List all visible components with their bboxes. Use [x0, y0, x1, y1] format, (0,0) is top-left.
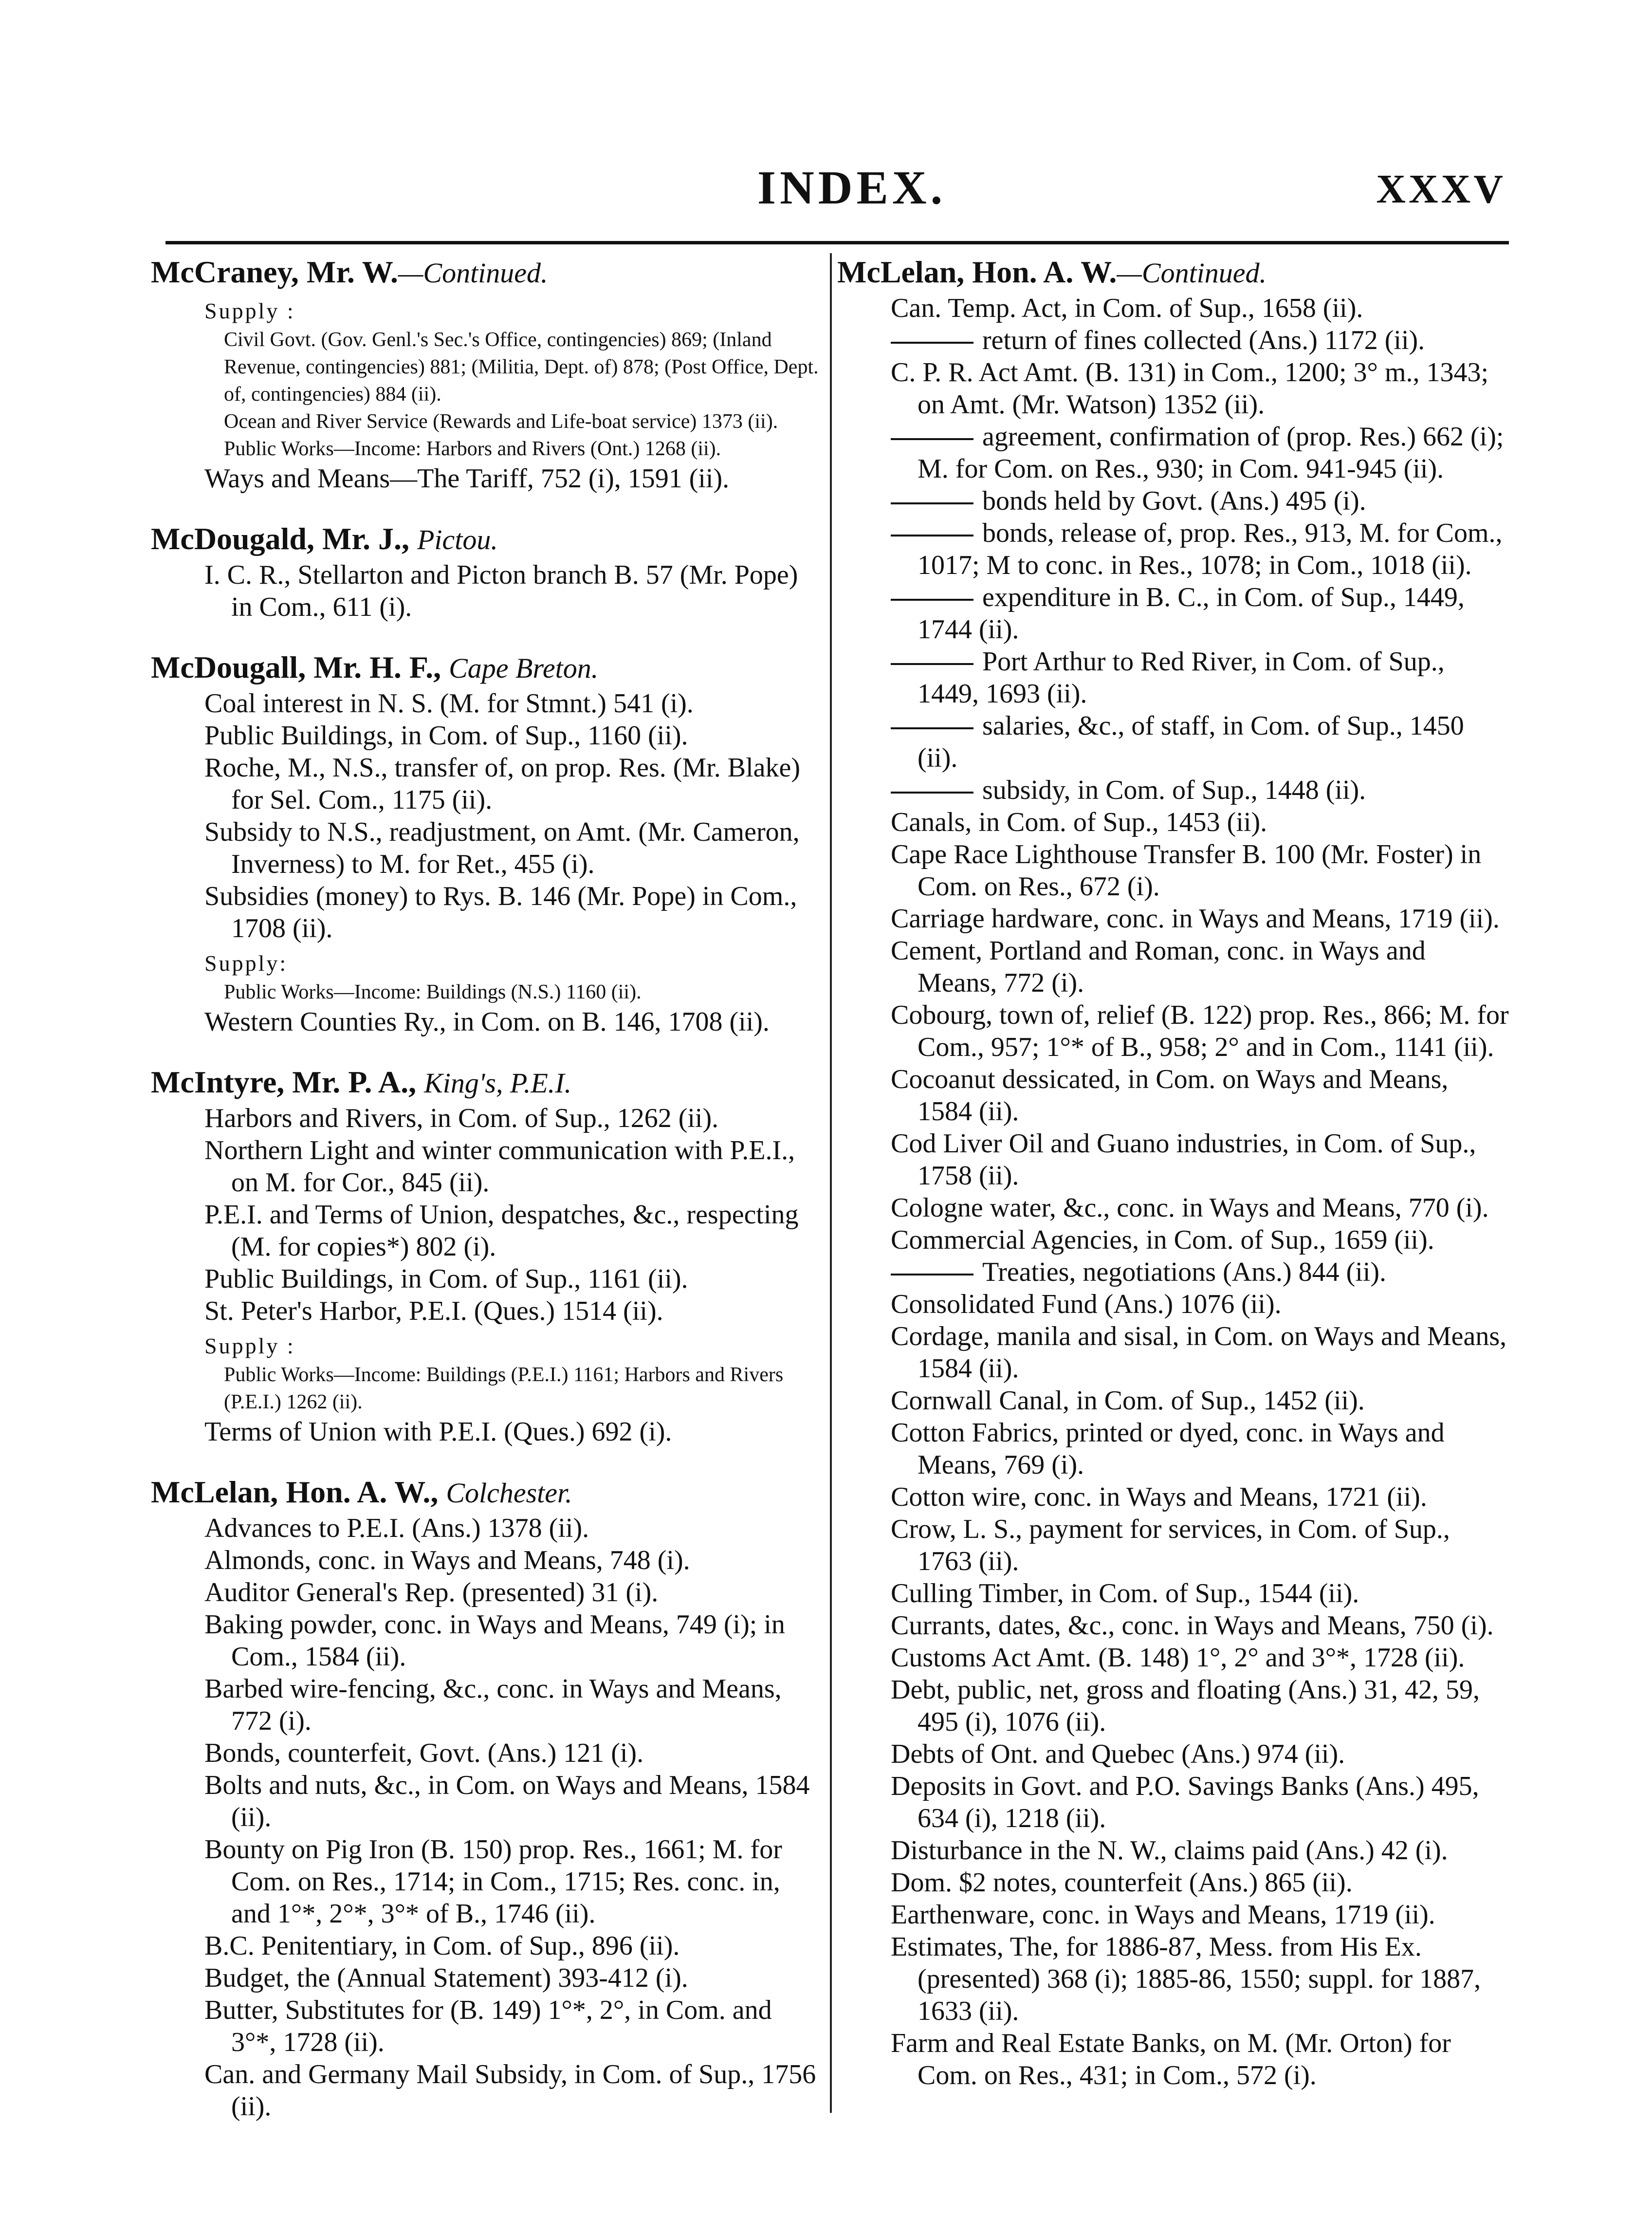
- index-entry: [891, 999, 1509, 1063]
- index-entry: [891, 324, 1509, 356]
- index-entry-text: Cordage, manila and sisal, in Com. on Ways and Means, 1584 (ii).: [891, 1321, 1507, 1384]
- index-block-mcintyre: [151, 1063, 823, 1448]
- index-entry: [891, 838, 1509, 903]
- index-entry-text: Cement, Portland and Roman, conc. in Ways and Means, 772 (i).: [891, 936, 1426, 998]
- supply-entry: Public Works—Income: Harbors and Rivers (Ont.) 1268 (ii).: [224, 438, 721, 460]
- right-entry-list: [837, 292, 1509, 2091]
- index-entry-text: bonds, release of, prop. Res., 913, M. for Com., 1017; M to conc. in Res., 1078; in Com., 1018 (ii).: [918, 518, 1503, 580]
- index-entry-text: Currants, dates, &c., conc. in Ways and Means, 750 (i).: [891, 1610, 1494, 1641]
- index-entry: [891, 292, 1509, 324]
- ditto-dash: [891, 599, 973, 601]
- index-entry: [891, 806, 1509, 838]
- index-entry: [891, 485, 1509, 517]
- index-entry: [891, 421, 1509, 485]
- index-entry: Subsidies (money) to Rys. B. 146 (Mr. Pope) in Com., 1708 (ii).: [204, 881, 797, 943]
- index-entry: Auditor General's Rep. (presented) 31 (i).: [204, 1577, 659, 1608]
- ditto-dash: [891, 342, 973, 344]
- index-entry: Advances to P.E.I. (Ans.) 1378 (ii).: [204, 1513, 589, 1543]
- left-column: [151, 253, 823, 2148]
- supply-label: Supply :: [204, 298, 295, 323]
- ditto-dash: [891, 663, 973, 665]
- index-entry: [891, 1320, 1509, 1385]
- page-header: [0, 161, 1652, 219]
- page-number: XXXV: [1376, 166, 1506, 212]
- index-entry: [891, 1642, 1509, 1674]
- index-block-mcdougald: [151, 520, 823, 623]
- ditto-dash: [891, 792, 973, 794]
- index-entry: [891, 1481, 1509, 1513]
- ditto-dash: [891, 535, 973, 536]
- index-entry: Roche, M., N.S., transfer of, on prop. Res. (Mr. Blake) for Sel. Com., 1175 (ii).: [204, 753, 801, 815]
- index-entry: [891, 646, 1509, 710]
- index-entry: Ways and Means—The Tariff, 752 (i), 1591 (ii).: [204, 463, 730, 494]
- index-entry-text: Cotton Fabrics, printed or dyed, conc. in Ways and Means, 769 (i).: [891, 1418, 1445, 1480]
- index-entry: [891, 1063, 1509, 1127]
- index-entry: Barbed wire-fencing, &c., conc. in Ways and Means, 772 (i).: [204, 1674, 782, 1736]
- index-block-mcdougall: [151, 648, 823, 1038]
- index-entry: Coal interest in N. S. (M. for Stmnt.) 541 (i).: [204, 688, 694, 719]
- index-entry-text: return of fines collected (Ans.) 1172 (ii).: [982, 325, 1425, 355]
- index-entry: Harbors and Rivers, in Com. of Sup., 1262 (ii).: [204, 1103, 719, 1133]
- ditto-dash: [891, 727, 973, 729]
- index-entry-text: Port Arthur to Red River, in Com. of Sup., 1449, 1693 (ii).: [918, 647, 1445, 709]
- index-entry-text: Cobourg, town of, relief (B. 122) prop. Res., 866; M. for Com., 957; 1°* of B., 958; 2° and in Com., 1141 (ii).: [891, 1000, 1509, 1062]
- ditto-dash: [891, 1274, 973, 1275]
- index-entry-text: Cocoanut dessicated, in Com. on Ways and Means, 1584 (ii).: [891, 1064, 1449, 1127]
- index-entry-text: Carriage hardware, conc. in Ways and Means, 1719 (ii).: [891, 904, 1500, 934]
- index-entry: [891, 935, 1509, 999]
- index-entry: [891, 1127, 1509, 1192]
- index-entry-text: Earthenware, conc. in Ways and Means, 1719 (ii).: [891, 1900, 1435, 1930]
- right-column: [837, 253, 1509, 2091]
- index-entry: Terms of Union with P.E.I. (Ques.) 692 (i).: [204, 1417, 672, 1447]
- index-heading: McDougald, Mr. J., Pictou.: [151, 521, 498, 556]
- index-entry-text: Cod Liver Oil and Guano industries, in Com. of Sup., 1758 (ii).: [891, 1128, 1476, 1191]
- index-entry: [891, 1192, 1509, 1224]
- index-entry-text: Treaties, negotiations (Ans.) 844 (ii).: [982, 1257, 1387, 1287]
- index-entry-text: Dom. $2 notes, counterfeit (Ans.) 865 (ii).: [891, 1867, 1353, 1898]
- ditto-dash: [891, 502, 973, 504]
- index-entry: Public Buildings, in Com. of Sup., 1161 (ii).: [204, 1264, 688, 1294]
- index-block-mccraney: [151, 253, 823, 495]
- index-entry-text: salaries, &c., of staff, in Com. of Sup., 1450 (ii).: [918, 711, 1464, 773]
- index-entry-text: Cotton wire, conc. in Ways and Means, 1721 (ii).: [891, 1482, 1427, 1512]
- index-entry: Bolts and nuts, &c., in Com. on Ways and Means, 1584 (ii).: [204, 1770, 810, 1832]
- index-entry-text: Can. Temp. Act, in Com. of Sup., 1658 (ii).: [891, 293, 1363, 323]
- index-entry-text: Cape Race Lighthouse Transfer B. 100 (Mr. Foster) in Com. on Res., 672 (i).: [891, 839, 1482, 902]
- index-heading: McLelan, Hon. A. W., Colchester.: [151, 1475, 572, 1509]
- index-entry: Bonds, counterfeit, Govt. (Ans.) 121 (i).: [204, 1738, 644, 1768]
- index-entry: [891, 1899, 1509, 1931]
- index-entry: [891, 1224, 1509, 1256]
- index-entry: [891, 2027, 1509, 2091]
- index-entry-text: Canals, in Com. of Sup., 1453 (ii).: [891, 807, 1267, 837]
- index-entry-text: Crow, L. S., payment for services, in Com. of Sup., 1763 (ii).: [891, 1514, 1450, 1576]
- index-entry-text: Estimates, The, for 1886-87, Mess. from His Ex. (presented) 368 (i); 1885-86, 1550; suppl. for 1887, 1633 (ii).: [891, 1932, 1481, 2026]
- index-entry: [891, 581, 1509, 646]
- index-entry: St. Peter's Harbor, P.E.I. (Ques.) 1514 (ii).: [204, 1296, 663, 1326]
- index-entry: [891, 903, 1509, 935]
- index-entry-text: Cologne water, &c., conc. in Ways and Means, 770 (i).: [891, 1193, 1489, 1223]
- index-entry: B.C. Penitentiary, in Com. of Sup., 896 (ii).: [204, 1931, 680, 1961]
- index-entry-text: Cornwall Canal, in Com. of Sup., 1452 (ii).: [891, 1386, 1365, 1416]
- index-entry: [891, 1834, 1509, 1867]
- ditto-dash: [891, 438, 973, 440]
- index-entry-text: Consolidated Fund (Ans.) 1076 (ii).: [891, 1289, 1282, 1319]
- index-entry-text: Customs Act Amt. (B. 148) 1°, 2° and 3°*, 1728 (ii).: [891, 1643, 1465, 1673]
- index-entry: Northern Light and winter communication with P.E.I., on M. for Cor., 845 (ii).: [204, 1135, 795, 1198]
- index-heading: McIntyre, Mr. P. A., King's, P.E.I.: [151, 1065, 572, 1099]
- index-entry: [891, 1609, 1509, 1642]
- index-entry: [891, 1577, 1509, 1609]
- supply-entry: Public Works—Income: Buildings (N.S.) 1160 (ii).: [224, 981, 642, 1003]
- index-entry-text: subsidy, in Com. of Sup., 1448 (ii).: [982, 775, 1366, 805]
- index-entry: Can. and Germany Mail Subsidy, in Com. of Sup., 1756 (ii).: [204, 2059, 816, 2122]
- index-entry-text: Disturbance in the N. W., claims paid (Ans.) 42 (i).: [891, 1835, 1448, 1866]
- index-block-mclelan: [151, 1473, 823, 2123]
- supply-label: Supply :: [204, 1333, 295, 1358]
- index-entry: Bounty on Pig Iron (B. 150) prop. Res., 1661; M. for Com. on Res., 1714; in Com., 1715; Res. conc. in, and 1°*, 2°*, 3°* of B., 1746 (ii).: [204, 1834, 782, 1929]
- index-heading: McCraney, Mr. W.—Continued.: [151, 255, 548, 289]
- index-entry-text: Commercial Agencies, in Com. of Sup., 1659 (ii).: [891, 1225, 1434, 1255]
- index-entry: [891, 1385, 1509, 1417]
- index-entry: [891, 1288, 1509, 1320]
- index-entry: [891, 1417, 1509, 1481]
- index-entry: Western Counties Ry., in Com. on B. 146, 1708 (ii).: [204, 1007, 770, 1037]
- index-entry: [891, 1738, 1509, 1770]
- index-entry: P.E.I. and Terms of Union, despatches, &c., respecting (M. for copies*) 802 (i).: [204, 1200, 799, 1262]
- page-title: INDEX.: [757, 162, 947, 214]
- index-heading: McDougall, Mr. H. F., Cape Breton.: [151, 650, 599, 684]
- index-entry-text: Debt, public, net, gross and floating (Ans.) 31, 42, 59, 495 (i), 1076 (ii).: [891, 1675, 1480, 1737]
- index-entry-text: Farm and Real Estate Banks, on M. (Mr. Orton) for Com. on Res., 431; in Com., 572 (i).: [891, 2028, 1451, 2090]
- index-entry: Almonds, conc. in Ways and Means, 748 (i).: [204, 1545, 690, 1575]
- supply-entry: Public Works—Income: Buildings (P.E.I.) 1161; Harbors and Rivers (P.E.I.) 1262 (ii).: [224, 1364, 784, 1413]
- index-entry: Public Buildings, in Com. of Sup., 1160 (ii).: [204, 721, 688, 751]
- column-divider: [830, 253, 832, 2113]
- index-entry-text: expenditure in B. C., in Com. of Sup., 1449, 1744 (ii).: [918, 582, 1465, 645]
- index-entry-text: Debts of Ont. and Quebec (Ans.) 974 (ii).: [891, 1739, 1345, 1769]
- index-entry-text: Culling Timber, in Com. of Sup., 1544 (ii).: [891, 1578, 1359, 1608]
- index-entry: [891, 1867, 1509, 1899]
- index-entry: [891, 1770, 1509, 1834]
- supply-entry: Civil Govt. (Gov. Genl.'s Sec.'s Office, contingencies) 869; (Inland Revenue, contingencies) 881; (Militia, Dept. of) 878; (Post Office, Dept. of, contingencies) 884 (ii).: [224, 329, 819, 406]
- supply-label: Supply:: [204, 951, 288, 976]
- index-entry: [891, 710, 1509, 774]
- index-entry: [891, 517, 1509, 581]
- index-entry: Subsidy to N.S., readjustment, on Amt. (Mr. Cameron, Inverness) to M. for Ret., 455 (i).: [204, 817, 800, 879]
- index-entry-text: bonds held by Govt. (Ans.) 495 (i).: [982, 486, 1366, 516]
- index-heading: McLelan, Hon. A. W.—Continued.: [837, 255, 1267, 289]
- index-entry: [891, 1674, 1509, 1738]
- index-entry-text: agreement, confirmation of (prop. Res.) 662 (i); M. for Com. on Res., 930; in Com. 941-945 (ii).: [918, 422, 1504, 484]
- supply-entry: Ocean and River Service (Rewards and Life-boat service) 1373 (ii).: [224, 410, 778, 433]
- index-entry: Baking powder, conc. in Ways and Means, 749 (i); in Com., 1584 (ii).: [204, 1609, 785, 1672]
- index-entry: Budget, the (Annual Statement) 393-412 (i).: [204, 1963, 688, 1993]
- index-entry: [891, 1513, 1509, 1577]
- index-entry: [891, 774, 1509, 806]
- index-entry-text: Deposits in Govt. and P.O. Savings Banks (Ans.) 495, 634 (i), 1218 (ii).: [891, 1771, 1479, 1833]
- header-rule: [165, 241, 1509, 244]
- index-entry: I. C. R., Stellarton and Picton branch B. 57 (Mr. Pope) in Com., 611 (i).: [204, 560, 798, 622]
- index-entry: [891, 356, 1509, 421]
- index-entry: [891, 1256, 1509, 1288]
- index-entry: [891, 1931, 1509, 2027]
- index-entry: Butter, Substitutes for (B. 149) 1°*, 2°, in Com. and 3°*, 1728 (ii).: [204, 1995, 772, 2057]
- index-entry-text: C. P. R. Act Amt. (B. 131) in Com., 1200; 3° m., 1343; on Amt. (Mr. Watson) 1352 (ii).: [891, 357, 1489, 420]
